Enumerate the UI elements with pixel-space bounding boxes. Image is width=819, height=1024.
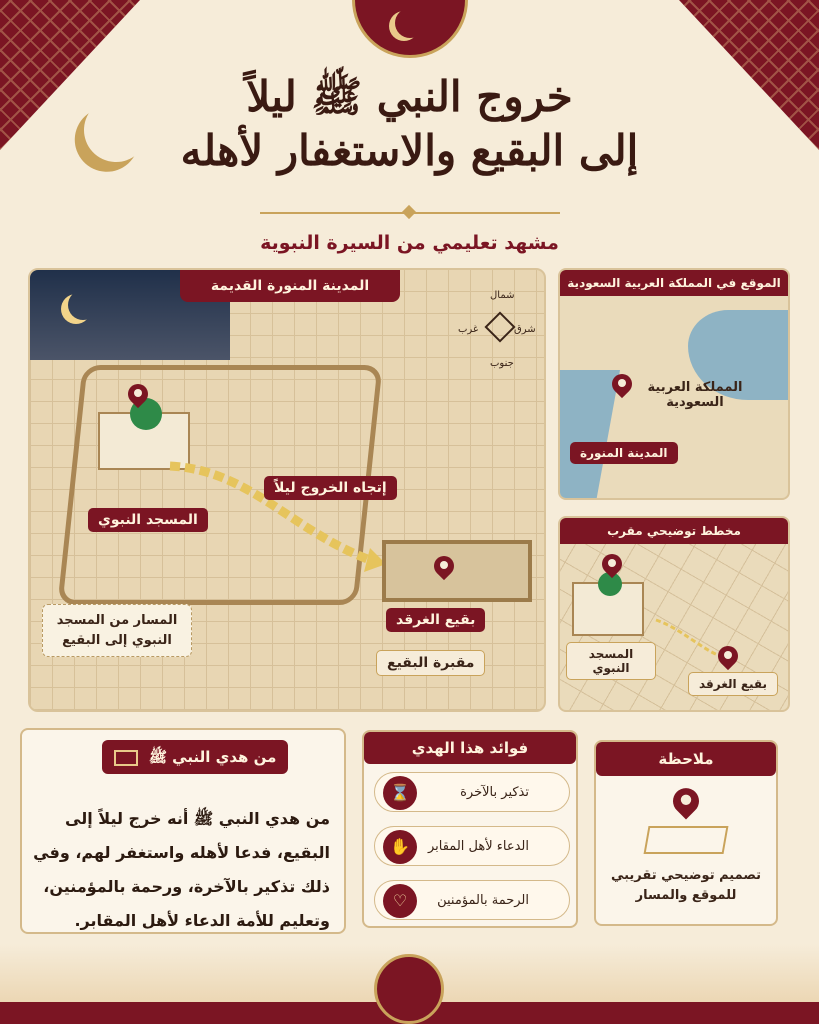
remark-text: تصميم توضيحي تقريبي للموقع والمسار [610,868,762,903]
old-madinah-map [28,268,546,712]
compass-east: شرق [514,324,536,335]
hourglass-icon: ⌛ [383,776,417,810]
map-heading: المدينة المنورة القديمة [180,270,400,302]
path-note-text: المسار من المسجد النبوي إلى البقيع [56,613,178,648]
benefits-heading: فوائد هذا الهدي [364,732,576,764]
footer-ornament [374,954,444,1024]
mosque-label: المسجد النبوي [88,508,208,532]
baqi-cemetery-illustration [382,540,532,602]
corner-ornament-right [679,0,819,150]
page-title [120,72,699,177]
book-icon [114,750,138,766]
cemetery-label: مقبرة البقيع [376,650,485,676]
country-label: المملكة العربية السعودية [647,380,743,410]
closeup-mosque-label: المسجد النبوي [566,642,656,680]
closeup-map-heading: مخطط توضيحي مقرب [560,518,788,544]
compass-west: غرب [458,324,479,335]
madinah-pin-icon [612,374,632,400]
route-label: إتجاه الخروج ليلاً [264,476,397,500]
closeup-baqi-label: بقيع الغرقد [688,672,778,696]
remark-heading: ملاحظة [596,742,776,776]
compass-north: شمال [490,290,515,301]
path-note [42,604,192,657]
title-divider [260,212,560,214]
benefit-item: الدعاء لأهل المقابر ✋ [374,826,570,866]
guidance-heading: من هدي النبي ﷺ [102,740,288,774]
praying-hands-icon: ✋ [383,830,417,864]
location-map-heading: الموقع في المملكة العربية السعودية [560,270,788,296]
folded-map-icon [644,826,729,854]
closeup-map [558,516,790,712]
map-pin-icon [673,788,699,822]
guidance-text: من هدي النبي ﷺ أنه خرج ليلاً إلى البقيع، فدعا لأهله واستغفر لهم، وفي ذلك تذكير بالآخرة، ورحمة بالمؤمنين، وتعليم للأمة الدعاء لأهل المقابر. [33,809,330,930]
crescent-medallion [352,0,468,58]
baqi-label: بقيع الغرقد [386,608,485,632]
title-line-1: خروج النبي ﷺ ليلاً [246,72,573,121]
closeup-baqi-pin-icon [718,646,738,672]
saudi-location-map [558,268,790,500]
title-line-2: إلى البقيع والاستغفار لأهله [180,126,639,176]
heart-icon: ♡ [383,884,417,918]
benefit-item: الرحمة بالمؤمنين ♡ [374,880,570,920]
city-label: المدينة المنورة [570,442,678,464]
compass-south: جنوب [490,358,514,369]
baqi-pin-icon [434,556,454,582]
page-subtitle: مشهد تعليمي من السيرة النبوية [260,232,559,254]
benefit-item: تذكير بالآخرة ⌛ [374,772,570,812]
remark-box [594,740,778,926]
